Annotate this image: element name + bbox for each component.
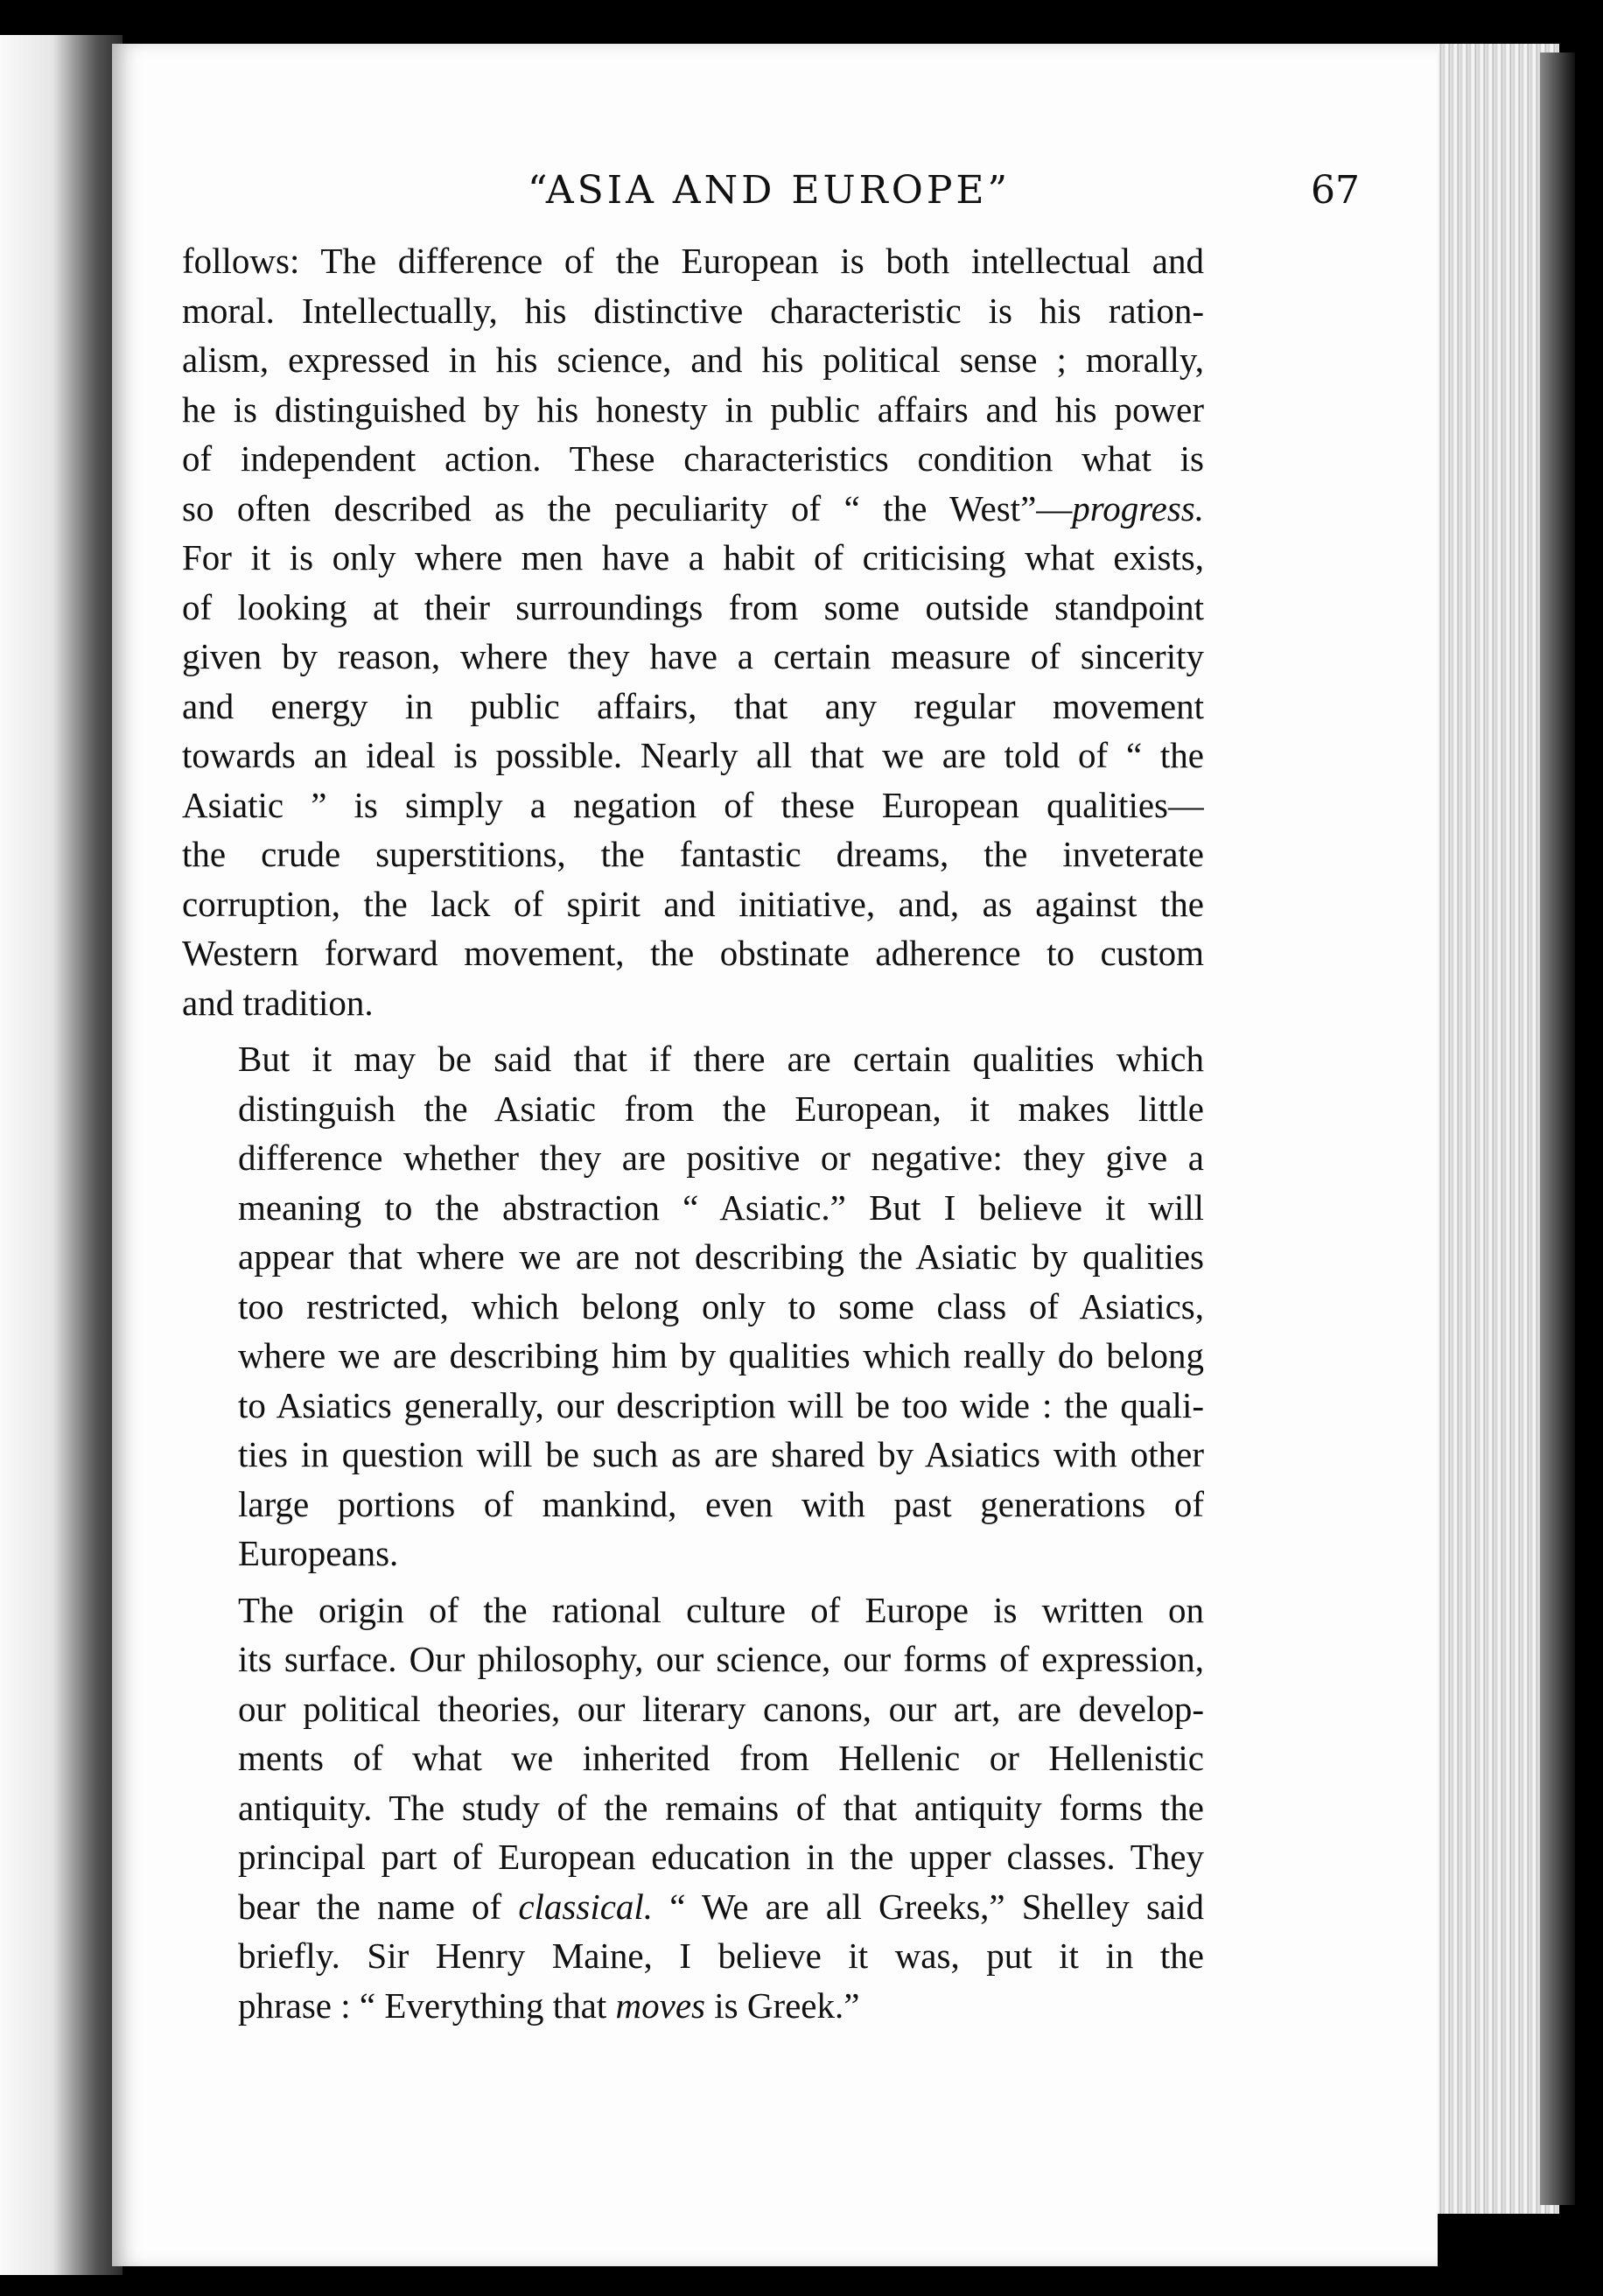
text-line: difference whether they are positive or negative: they give a bbox=[238, 1138, 1204, 1178]
text-line: alism, expressed in his science, and his political sense ; morally, bbox=[182, 340, 1204, 380]
text-line: of independent action. These characteristics condition what is bbox=[182, 438, 1204, 479]
paragraph bbox=[182, 1034, 1204, 1578]
paragraph bbox=[182, 1586, 1204, 2031]
body-text bbox=[182, 236, 1204, 2030]
text-line: The origin of the rational culture of Europe is written on bbox=[238, 1589, 1204, 1630]
text-line: to Asiatics generally, our description will be too wide : the quali- bbox=[238, 1384, 1204, 1425]
text-line: Western forward movement, the obstinate adherence to custom bbox=[182, 933, 1204, 973]
text-line: and energy in public affairs, that any regular movement bbox=[182, 685, 1204, 726]
text-line: Asiatic ” is simply a negation of these European qualities— bbox=[182, 784, 1204, 825]
text-line: large portions of mankind, even with past generations of bbox=[238, 1483, 1204, 1524]
text-line: corruption, the lack of spirit and initiative, and, as against the bbox=[182, 883, 1204, 924]
text-line: so often described as the peculiarity of “ the West”—progress. bbox=[182, 487, 1204, 528]
text-line: moral. Intellectually, his distinctive characteristic is his ration- bbox=[182, 290, 1204, 331]
text-line: follows: The difference of the European is both intellectual and bbox=[182, 241, 1204, 281]
text-line: But it may be said that if there are certain qualities which bbox=[238, 1039, 1204, 1079]
text-line: towards an ideal is possible. Nearly all that we are told of “ the bbox=[182, 735, 1204, 775]
text-line: its surface. Our philosophy, our science, our forms of expression, bbox=[238, 1639, 1204, 1679]
text-line: our political theories, our literary canons, our art, are develop- bbox=[238, 1688, 1204, 1729]
text-line: For it is only where men have a habit of criticising what exists, bbox=[182, 537, 1204, 578]
book-page bbox=[112, 44, 1438, 2266]
text-line: ments of what we inherited from Hellenic or Hellenistic bbox=[238, 1738, 1204, 1778]
text-line: given by reason, where they have a certain measure of sincerity bbox=[182, 636, 1204, 676]
fore-edge-shadow bbox=[1540, 52, 1575, 2205]
facing-page-edge bbox=[0, 35, 122, 2275]
text-line: briefly. Sir Henry Maine, I believe it was, put it in the bbox=[238, 1936, 1204, 1976]
paragraph bbox=[182, 236, 1204, 1027]
text-line: antiquity. The study of the remains of that antiquity forms the bbox=[238, 1787, 1204, 1828]
running-head bbox=[182, 168, 1360, 238]
text-line: Europeans. bbox=[238, 1533, 399, 1573]
text-line: principal part of European education in the upper classes. They bbox=[238, 1837, 1204, 1877]
text-line: ties in question will be such as are shared by Asiatics with other bbox=[238, 1434, 1204, 1474]
running-head-title: “ASIA AND EUROPE” bbox=[528, 168, 1012, 213]
text-line: he is distinguished by his honesty in public affairs and his power bbox=[182, 388, 1204, 430]
page-number: 67 bbox=[1311, 168, 1360, 213]
text-line: where we are describing him by qualities which really do belong bbox=[238, 1335, 1204, 1376]
text-line: appear that where we are not describing the Asiatic by qualities bbox=[238, 1236, 1204, 1277]
text-line: phrase : “ Everything that moves is Greek.” bbox=[238, 1984, 860, 2026]
text-line: too restricted, which belong only to some class of Asiatics, bbox=[238, 1285, 1204, 1326]
text-line: distinguish the Asiatic from the European, it makes little bbox=[238, 1088, 1204, 1129]
text-line: bear the name of classical. “ We are all Greeks,” Shelley said bbox=[238, 1886, 1204, 1927]
text-line: and tradition. bbox=[182, 982, 374, 1023]
text-line: of looking at their surroundings from some outside standpoint bbox=[182, 586, 1204, 627]
text-line: meaning to the abstraction “ Asiatic.” But I believe it will bbox=[238, 1186, 1204, 1228]
text-line: the crude superstitions, the fantastic dreams, the inveterate bbox=[182, 834, 1204, 874]
